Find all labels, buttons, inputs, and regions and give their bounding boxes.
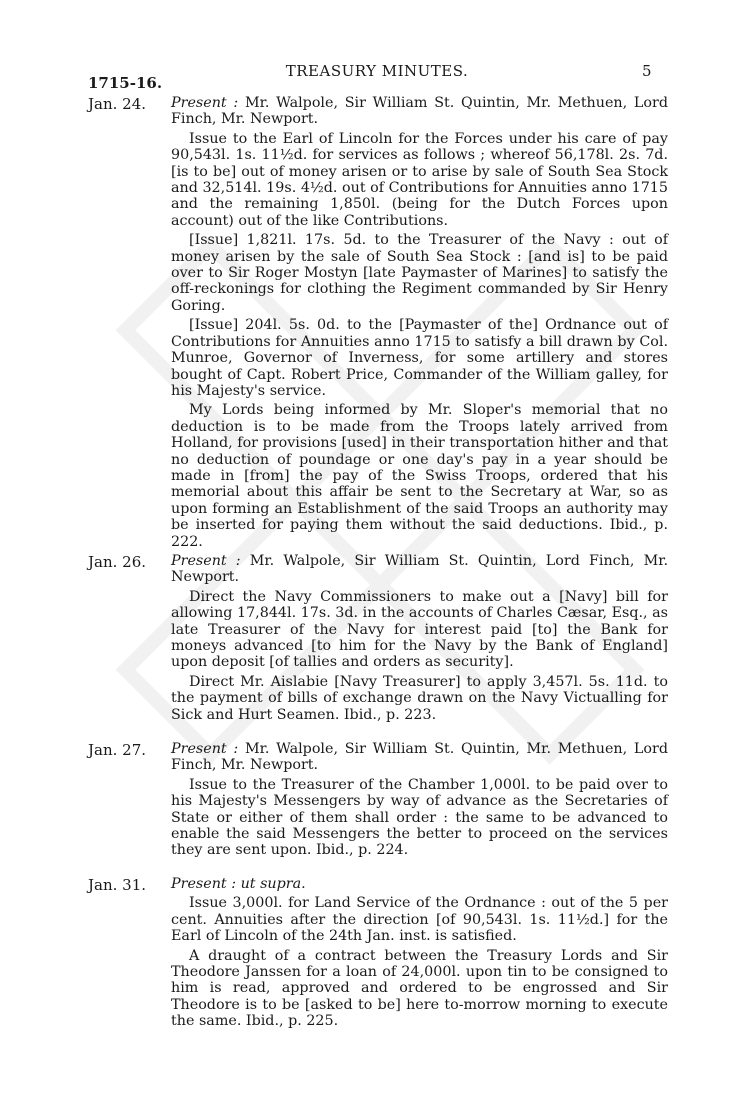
minute-entry bbox=[88, 95, 668, 550]
present-label: Present : bbox=[171, 95, 239, 111]
present-line bbox=[171, 876, 668, 892]
present-names: Mr. Walpole, Sir William St. Quintin, Mr. Methuen, Lord Finch, Mr. Newport. bbox=[171, 95, 669, 128]
entry-date: Jan. 26. bbox=[88, 553, 147, 571]
minute-entry bbox=[88, 741, 668, 859]
minute-paragraph: A draught of a contract between the Treasury Lords and Sir Theodore Janssen for a loan of 24,000l. upon tin to be consigned to him is read, approved and ordered to be engrossed and Sir Theodore is to be [asked to be] here to-morrow morning to execute the same. Ibid., p. 225. bbox=[171, 947, 668, 1030]
page-title: TREASURY MINUTES. bbox=[285, 62, 469, 80]
minute-paragraph: Issue to the Earl of Lincoln for the Forces under his care of pay 90,543l. 1s. 11½d. for services as follows ; whereof 56,178l. 2s. 7d. [is to be] out of money arisen or to arise by sale of South Sea Stock and 32,514l. 19s. 4½d. out of Contributions for Annuities anno 1715 and the remaining 1,850l. (being for the Dutch Forces upon account) out of the like Contributions. bbox=[171, 130, 668, 229]
entry-date: Jan. 24. bbox=[88, 95, 147, 113]
minute-paragraph: Direct the Navy Commissioners to make out a [Navy] bill for allowing 17,844l. 17s. 3d. in the accounts of Charles Cæsar, Esq., as late Treasurer of the Navy for interest paid [to] the Bank for moneys advanced [to him for the Navy by the Bank of England] upon deposit [of tallies and orders as security]. bbox=[171, 588, 668, 671]
minute-paragraph: Issue to the Treasurer of the Chamber 1,000l. to be paid over to his Majesty's Messengers by way of advance as the Secretaries of State or either of them shall order : the same to be advanced to enable the said Messengers the better to proceed on the services they are sent upon. Ibid., p. 224. bbox=[171, 776, 668, 859]
entry-date: Jan. 27. bbox=[88, 741, 147, 759]
page-number: 5 bbox=[642, 62, 652, 80]
running-header bbox=[0, 62, 754, 92]
present-label: Present : bbox=[171, 553, 241, 569]
entry-date: Jan. 31. bbox=[88, 876, 147, 894]
year-label: 1715-16. bbox=[88, 74, 163, 92]
present-label: Present : ut supra. bbox=[171, 876, 306, 892]
present-line bbox=[171, 553, 668, 586]
minute-paragraph: [Issue] 1,821l. 17s. 5d. to the Treasurer of the Navy : out of money arisen by the sale of South Sea Stock : [and is] to be paid over to Sir Roger Mostyn [late Paymaster of Marines] to satisfy the off-reckonings for clothing the Regiment commanded by Sir Henry Goring. bbox=[171, 232, 668, 314]
present-label: Present : bbox=[171, 741, 239, 757]
minute-paragraph: Issue 3,000l. for Land Service of the Ordnance : out of the 5 per cent. Annuities after the direction [of 90,543l. 1s. 11½d.] for the Earl of Lincoln of the 24th Jan. inst. is satisfied. bbox=[171, 895, 668, 945]
minute-paragraph: My Lords being informed by Mr. Sloper's memorial that no deduction is to be made from the Troops lately arrived from Holland, for provisions [used] in their transportation hither and that no deduction of poundage or one day's pay in a year should be made in [from] the pay of the Swiss Troops, ordered that his memorial about this affair be sent to the Secretary at War, so as upon forming an Establishment of the said Troops an authority may be inserted for paying them without the said deductions. Ibid., p. 222. bbox=[171, 402, 668, 550]
present-names: Mr. Walpole, Sir William St. Quintin, Mr. Methuen, Lord Finch, Mr. Newport. bbox=[171, 741, 669, 774]
minute-entry bbox=[88, 553, 668, 723]
present-line bbox=[171, 95, 668, 128]
minute-paragraph: [Issue] 204l. 5s. 0d. to the [Paymaster of the] Ordnance out of Contributions for Annuities anno 1715 to satisfy a bill drawn by Col. Munroe, Governor of Inverness, for some artillery and stores bought of Capt. Robert Price, Commander of the William galley, for his Majesty's service. bbox=[171, 317, 668, 399]
minute-entry bbox=[88, 876, 668, 1030]
present-line bbox=[171, 741, 668, 774]
present-names: Mr. Walpole, Sir William St. Quintin, Lord Finch, Mr. Newport. bbox=[171, 553, 669, 586]
minute-paragraph: Direct Mr. Aislabie [Navy Treasurer] to apply 3,457l. 5s. 11d. to the payment of bills of exchange drawn on the Navy Victualling for Sick and Hurt Seamen. Ibid., p. 223. bbox=[171, 673, 668, 723]
